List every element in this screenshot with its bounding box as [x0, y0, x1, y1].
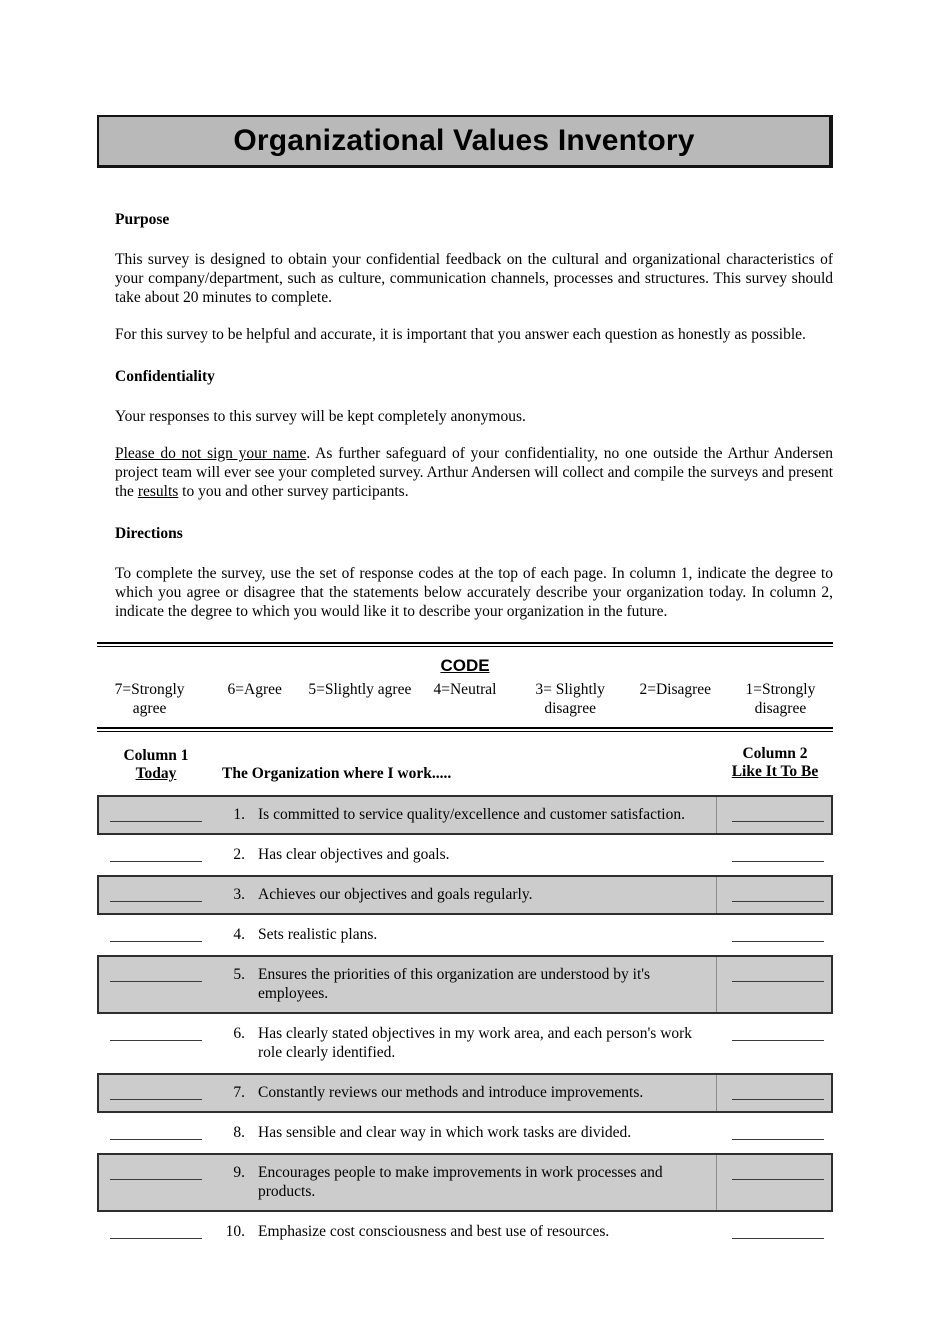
- item3-column2-response-blank[interactable]: [732, 885, 824, 902]
- item5-column1-response-blank[interactable]: [110, 965, 202, 982]
- item8-text: Has sensible and clear way in which work tasks are divided.: [258, 1124, 632, 1141]
- survey-item-row-6: [97, 1014, 833, 1073]
- item9-column1-response-blank[interactable]: [110, 1163, 202, 1180]
- item4-column2-response-blank[interactable]: [732, 925, 824, 942]
- item6-column2-response-blank[interactable]: [732, 1024, 824, 1041]
- item10-column1-response-blank[interactable]: [110, 1222, 202, 1239]
- purpose-paragraph-1: This survey is designed to obtain your confidential feedback on the cultural and organizational characteristics of your company/department, such as culture, communication channels, processes and structures. This survey should take about 20 minutes to complete.: [115, 251, 833, 306]
- survey-item-row-8: [97, 1113, 833, 1153]
- item8-column2-response-blank[interactable]: [732, 1123, 824, 1140]
- purpose-paragraph-2: For this survey to be helpful and accurate, it is important that you answer each question as honestly as possible.: [115, 326, 806, 343]
- item3-number: 3.: [233, 886, 245, 903]
- item1-column1-response-blank[interactable]: [110, 805, 202, 822]
- item4-column1-response-blank[interactable]: [110, 925, 202, 942]
- double-rule-bottom: [97, 727, 833, 732]
- item8-number: 8.: [233, 1124, 245, 1141]
- item1-text: Is committed to service quality/excellence and customer satisfaction.: [258, 806, 685, 823]
- survey-item-row-10: [97, 1212, 833, 1252]
- code-2-disagree: 2=Disagree: [639, 681, 712, 698]
- column1-header: [110, 747, 202, 783]
- purpose-heading: Purpose: [115, 211, 170, 228]
- item7-column2-response-blank[interactable]: [732, 1083, 824, 1100]
- item2-column1-response-blank[interactable]: [110, 845, 202, 862]
- survey-item-row-9: [97, 1153, 833, 1212]
- code-3-slightly-disagree: 3= Slightly disagree: [535, 681, 605, 717]
- survey-column-headers: [97, 745, 833, 783]
- directions-paragraph: To complete the survey, use the set of response codes at the top of each page. In column 1, indicate the degree to which you agree or disagree that the statements below accurately describe your organization today. In column 2, indicate the degree to which you would like it to describe your organization in the future.: [115, 565, 833, 620]
- confidentiality-paragraph-2-middle: . As further safeguard of your confidentiality, no one outside the Arthur Andersen project team will ever see your completed survey. Arthur Andersen will collect and compile the surveys and present the: [115, 445, 833, 500]
- item2-column2-response-blank[interactable]: [732, 845, 824, 862]
- directions-heading: Directions: [115, 525, 183, 542]
- item9-column2-response-blank[interactable]: [732, 1163, 824, 1180]
- column2-sublabel-like-it-to-be: Like It To Be: [731, 763, 819, 780]
- item4-number: 4.: [233, 926, 245, 943]
- item9-text: Encourages people to make improvements in work processes and products.: [258, 1164, 663, 1200]
- item8-column1-response-blank[interactable]: [110, 1123, 202, 1140]
- item5-number: 5.: [233, 966, 245, 983]
- do-not-sign-underlined-text: Please do not sign your name: [115, 445, 307, 462]
- item5-column2-response-blank[interactable]: [732, 965, 824, 982]
- item3-text: Achieves our objectives and goals regularly.: [258, 886, 533, 903]
- code-4-neutral: 4=Neutral: [433, 681, 497, 698]
- survey-items-list: [97, 795, 833, 1252]
- code-6-agree: 6=Agree: [227, 681, 282, 698]
- column1-label: Column 1: [123, 747, 189, 764]
- confidentiality-paragraph-2-end: to you and other survey participants.: [178, 483, 409, 500]
- survey-item-row-2: [97, 835, 833, 875]
- item6-text: Has clearly stated objectives in my work area, and each person's work role clearly identified.: [258, 1025, 693, 1061]
- item7-text: Constantly reviews our methods and introduce improvements.: [258, 1084, 644, 1101]
- survey-item-row-3: [97, 875, 833, 915]
- confidentiality-paragraph-2: [115, 444, 833, 501]
- survey-item-row-7: [97, 1073, 833, 1113]
- title-banner: [97, 115, 833, 168]
- item10-column2-response-blank[interactable]: [732, 1222, 824, 1239]
- item1-column2-response-blank[interactable]: [732, 805, 824, 822]
- item2-number: 2.: [233, 846, 245, 863]
- item6-column1-response-blank[interactable]: [110, 1024, 202, 1041]
- code-section-title: CODE: [440, 656, 490, 675]
- code-1-strongly-disagree: 1=Strongly disagree: [745, 681, 816, 717]
- confidentiality-paragraph-1: Your responses to this survey will be kept completely anonymous.: [115, 408, 526, 425]
- code-5-slightly-agree: 5=Slightly agree: [308, 681, 412, 698]
- survey-item-row-4: [97, 915, 833, 955]
- item5-text: Ensures the priorities of this organization are understood by it's employees.: [258, 966, 651, 1002]
- item9-number: 9.: [233, 1164, 245, 1181]
- item10-number: 10.: [225, 1223, 245, 1240]
- item3-column1-response-blank[interactable]: [110, 885, 202, 902]
- confidentiality-heading: Confidentiality: [115, 368, 215, 385]
- item1-number: 1.: [233, 806, 245, 823]
- code-7-strongly-agree: 7=Strongly agree: [114, 681, 185, 717]
- survey-item-row-1: [97, 795, 833, 835]
- results-underlined-text: results: [137, 483, 179, 500]
- item2-text: Has clear objectives and goals.: [258, 846, 450, 863]
- response-code-legend: [97, 681, 833, 718]
- document-title: Organizational Values Inventory: [233, 124, 695, 157]
- survey-item-row-5: [97, 955, 833, 1014]
- column2-label: Column 2: [742, 745, 808, 762]
- item7-number: 7.: [233, 1084, 245, 1101]
- item7-column1-response-blank[interactable]: [110, 1083, 202, 1100]
- item10-text: Emphasize cost consciousness and best use of resources.: [258, 1223, 610, 1240]
- survey-prompt: The Organization where I work.....: [222, 765, 452, 782]
- item6-number: 6.: [233, 1025, 245, 1042]
- column2-header: [717, 745, 833, 781]
- double-rule-top: [97, 642, 833, 647]
- item4-text: Sets realistic plans.: [258, 926, 378, 943]
- column1-sublabel-today: Today: [135, 765, 177, 782]
